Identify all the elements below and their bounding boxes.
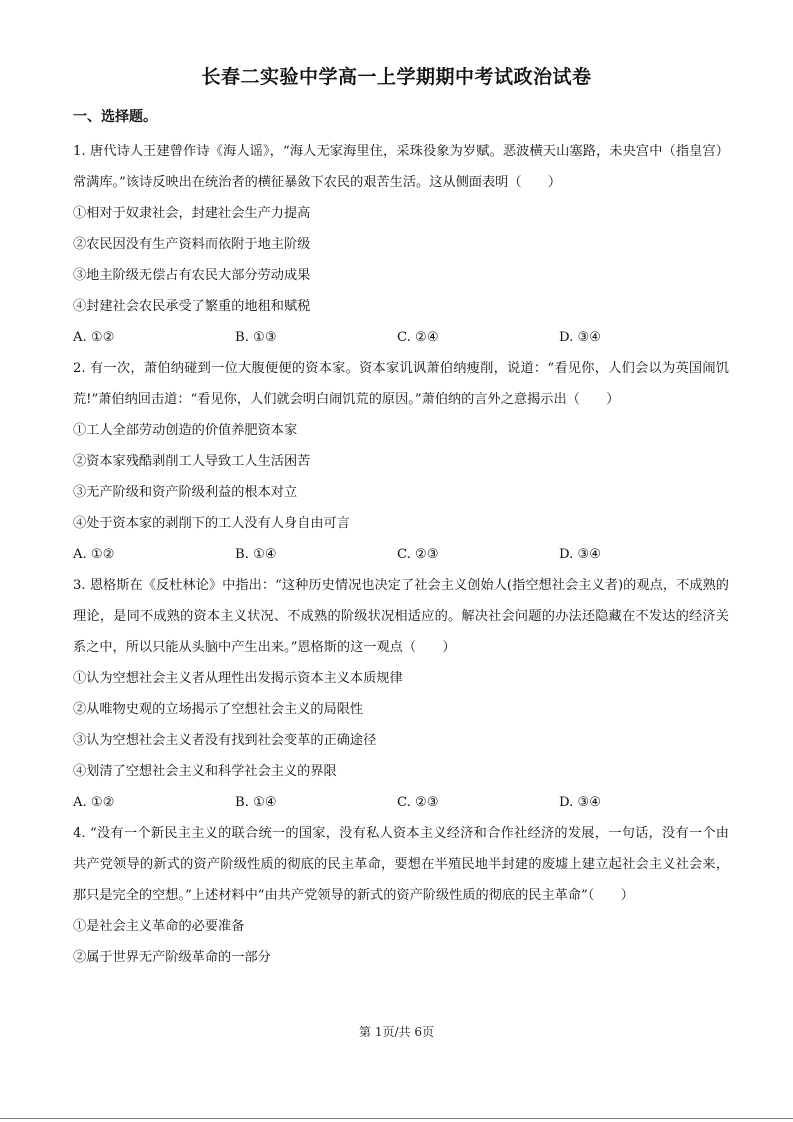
question-stem: 1. 唐代诗人王建曾作诗《海人谣》，“海人无家海里住，采珠役象为岁赋。恶波横天山塞路，未央宫中（指皇宫）常满库。”该诗反映出在统治者的横征暴敛下农民的艰苦生活。这从侧面表明（ ） <box>73 144 729 190</box>
option-statement: ③无产阶级和资产阶级利益的根本对立 <box>73 485 298 500</box>
option-statement: ②农民因没有生产资料而依附于地主阶级 <box>73 237 311 252</box>
section-heading: 一、选择题。 <box>73 109 157 125</box>
option-statement: ④处于资本家的剥削下的工人没有人身自由可言 <box>73 516 350 531</box>
question-list <box>73 136 729 973</box>
choice-c[interactable]: C. ②④ <box>397 330 439 345</box>
option-statement: ①工人全部劳动创造的价值养肥资本家 <box>73 423 298 438</box>
answer-choices <box>73 787 729 818</box>
question-stem: 2. 有一次，萧伯纳碰到一位大腹便便的资本家。资本家讥讽萧伯纳瘦削，说道：“看见你，人们会以为英国闹饥荒!”萧伯纳回击道：“看见你，人们就会明白闹饥荒的原因。”萧伯纳的言外之意揭示出（ ） <box>73 361 729 407</box>
option-statement: ④划清了空想社会主义和科学社会主义的界限 <box>73 764 337 779</box>
option-statement: ④封建社会农民承受了繁重的地租和赋税 <box>73 299 311 314</box>
answer-choices <box>73 539 729 570</box>
exam-title: 长春二实验中学高一上学期期中考试政治试卷 <box>201 66 592 88</box>
option-statement: ②从唯物史观的立场揭示了空想社会主义的局限性 <box>73 702 364 717</box>
choice-b[interactable]: B. ①④ <box>235 547 277 562</box>
choice-d[interactable]: D. ③④ <box>559 547 602 562</box>
option-statement: ③认为空想社会主义者没有找到社会变革的正确途径 <box>73 733 377 748</box>
option-statement: ①认为空想社会主义者从理性出发揭示资本主义本质规律 <box>73 671 403 686</box>
choice-b[interactable]: B. ①④ <box>235 795 277 810</box>
option-statement: ②属于世界无产阶级革命的一部分 <box>73 950 271 965</box>
choice-d[interactable]: D. ③④ <box>559 795 602 810</box>
page-bottom-divider <box>0 1118 793 1119</box>
choice-c[interactable]: C. ②③ <box>397 547 439 562</box>
choice-a[interactable]: A. ①② <box>73 795 115 810</box>
question-4 <box>73 818 729 973</box>
option-statement: ③地主阶级无偿占有农民大部分劳动成果 <box>73 268 311 283</box>
choice-d[interactable]: D. ③④ <box>559 330 602 345</box>
option-statement: ②资本家残酷剥削工人导致工人生活困苦 <box>73 454 311 469</box>
page-number: 第 1页/共 6页 <box>359 1025 434 1039</box>
question-1 <box>73 136 729 353</box>
choice-a[interactable]: A. ①② <box>73 547 115 562</box>
option-statement: ①是社会主义革命的必要准备 <box>73 919 245 934</box>
option-statement: ①相对于奴隶社会，封建社会生产力提高 <box>73 206 311 221</box>
question-stem: 4. “没有一个新民主主义的联合统一的国家，没有私人资本主义经济和合作社经济的发展，一句话，没有一个由共产党领导的新式的资产阶级性质的彻底的民主革命，要想在半殖民地半封建的废墟上建立起社会主义社会来，那只是完全的空想。”上述材料中“由共产党领导的新式的资产阶级性质的彻底的民主革命”（ ） <box>73 826 729 903</box>
question-3 <box>73 570 729 818</box>
answer-choices <box>73 322 729 353</box>
question-stem: 3. 恩格斯在《反杜林论》中指出：“这种历史情况也决定了社会主义创始人(指空想社会主义者)的观点，不成熟的理论，是同不成熟的资本主义状况、不成熟的阶级状况相适应的。解决社会问题的办法还隐藏在不发达的经济关系之中，所以只能从头脑中产生出来。”恩格斯的这一观点（ ） <box>73 578 729 655</box>
choice-b[interactable]: B. ①③ <box>235 330 277 345</box>
choice-c[interactable]: C. ②③ <box>397 795 439 810</box>
question-2 <box>73 353 729 570</box>
choice-a[interactable]: A. ①② <box>73 330 115 345</box>
